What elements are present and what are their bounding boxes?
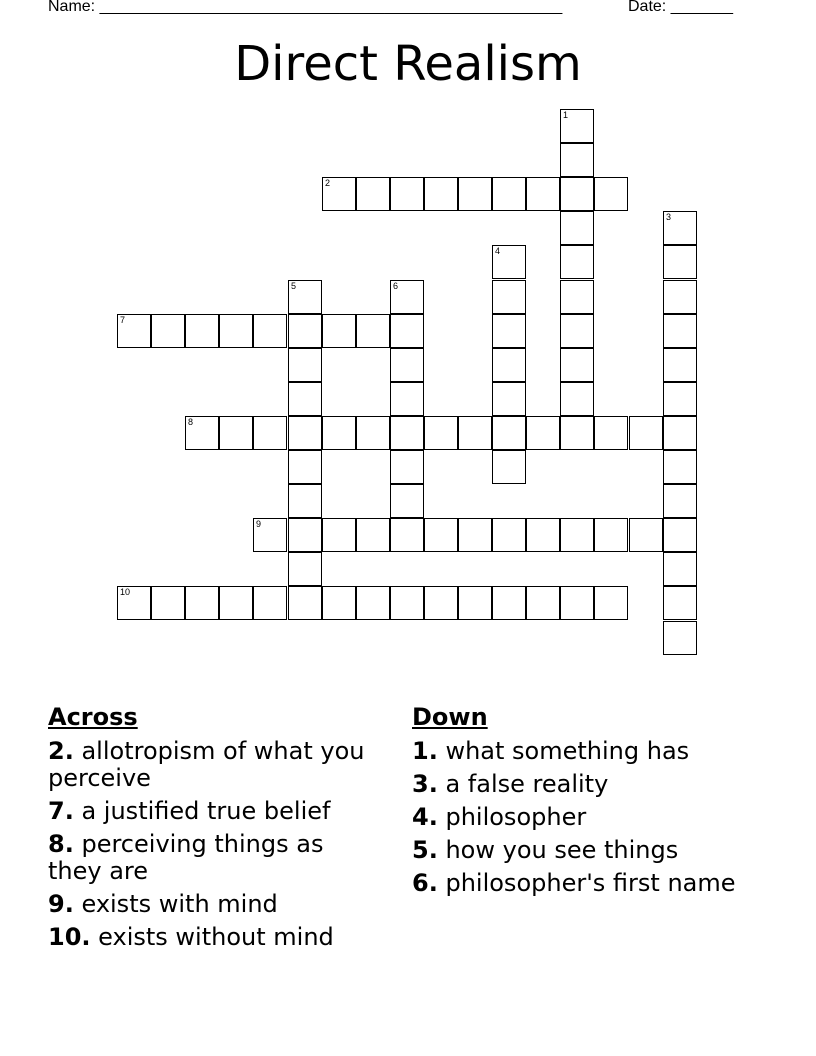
crossword-cell[interactable] [492, 416, 526, 450]
crossword-cell[interactable] [424, 416, 458, 450]
crossword-cell[interactable] [424, 177, 458, 211]
crossword-cell[interactable] [560, 143, 594, 177]
crossword-cell[interactable] [560, 518, 594, 552]
crossword-cell[interactable] [663, 484, 697, 518]
clue-number: 2. [48, 737, 74, 765]
crossword-cell[interactable] [185, 586, 219, 620]
crossword-cell[interactable] [560, 245, 594, 279]
across-clues [48, 702, 378, 957]
crossword-cell[interactable] [458, 177, 492, 211]
clue-number: 6. [412, 869, 438, 897]
crossword-cell[interactable] [390, 280, 424, 314]
crossword-cell[interactable] [185, 416, 219, 450]
crossword-cell[interactable] [253, 586, 287, 620]
crossword-cell[interactable] [288, 552, 322, 586]
crossword-cell[interactable] [663, 621, 697, 655]
crossword-cell[interactable] [356, 586, 390, 620]
name-field[interactable]: Name: ____________________________________________________ [48, 0, 563, 15]
clue-down [412, 738, 742, 765]
cell-number: 2 [325, 178, 331, 188]
page-title: Direct Realism [234, 36, 582, 92]
cell-number: 7 [120, 315, 126, 325]
crossword-cell[interactable] [322, 314, 356, 348]
crossword-cell[interactable] [594, 586, 628, 620]
crossword-cell[interactable] [458, 518, 492, 552]
crossword-cell[interactable] [219, 416, 253, 450]
crossword-cell[interactable] [526, 518, 560, 552]
clue-number: 9. [48, 890, 74, 918]
crossword-cell[interactable] [663, 552, 697, 586]
crossword-cell[interactable] [526, 586, 560, 620]
cell-number: 3 [666, 212, 672, 222]
crossword-cell[interactable] [424, 586, 458, 620]
cell-number: 9 [256, 519, 262, 529]
crossword-cell[interactable] [560, 416, 594, 450]
crossword-cell[interactable] [663, 450, 697, 484]
clue-down [412, 837, 742, 864]
crossword-cell[interactable] [492, 586, 526, 620]
crossword-cell[interactable] [356, 416, 390, 450]
crossword-cell[interactable] [322, 518, 356, 552]
crossword-cell[interactable] [288, 382, 322, 416]
clue-across [48, 891, 378, 918]
crossword-cell[interactable] [492, 348, 526, 382]
down-clues [412, 702, 742, 903]
crossword-cell[interactable] [151, 314, 185, 348]
crossword-cell[interactable] [390, 348, 424, 382]
crossword-cell[interactable] [288, 450, 322, 484]
crossword-cell[interactable] [424, 518, 458, 552]
crossword-cell[interactable] [219, 314, 253, 348]
crossword-cell[interactable] [663, 348, 697, 382]
crossword-cell[interactable] [663, 518, 697, 552]
crossword-cell[interactable] [594, 177, 628, 211]
crossword-cell[interactable] [288, 416, 322, 450]
crossword-cell[interactable] [663, 280, 697, 314]
clue-text: perceiving things as they are [48, 830, 324, 885]
across-heading: Across [48, 703, 138, 731]
crossword-cell[interactable] [356, 314, 390, 348]
cell-number: 8 [188, 417, 194, 427]
clue-number: 1. [412, 737, 438, 765]
clue-text: philosopher [445, 803, 587, 831]
crossword-cell[interactable] [390, 416, 424, 450]
crossword-cell[interactable] [322, 416, 356, 450]
clue-number: 5. [412, 836, 438, 864]
clue-text: exists with mind [81, 890, 278, 918]
crossword-cell[interactable] [560, 109, 594, 143]
crossword-cell[interactable] [390, 450, 424, 484]
crossword-cell[interactable] [356, 177, 390, 211]
crossword-cell[interactable] [526, 177, 560, 211]
cell-number: 4 [495, 246, 501, 256]
crossword-cell[interactable] [663, 245, 697, 279]
crossword-cell[interactable] [322, 586, 356, 620]
crossword-cell[interactable] [594, 518, 628, 552]
clue-across [48, 798, 378, 825]
crossword-cell[interactable] [288, 280, 322, 314]
crossword-cell[interactable] [288, 348, 322, 382]
clue-down [412, 771, 742, 798]
clue-number: 3. [412, 770, 438, 798]
crossword-cell[interactable] [390, 177, 424, 211]
down-heading: Down [412, 703, 488, 731]
crossword-cell[interactable] [560, 382, 594, 416]
crossword-cell[interactable] [492, 382, 526, 416]
clue-across [48, 738, 378, 792]
cell-number: 5 [291, 281, 297, 291]
crossword-cell[interactable] [185, 314, 219, 348]
crossword-cell[interactable] [390, 314, 424, 348]
clue-number: 7. [48, 797, 74, 825]
clue-down [412, 870, 742, 897]
crossword-cell[interactable] [560, 314, 594, 348]
crossword-cell[interactable] [253, 518, 287, 552]
crossword-cell[interactable] [117, 586, 151, 620]
crossword-cell[interactable] [663, 416, 697, 450]
crossword-cell[interactable] [458, 416, 492, 450]
clue-text: how you see things [445, 836, 679, 864]
cell-number: 1 [563, 110, 569, 120]
crossword-cell[interactable] [492, 280, 526, 314]
crossword-cell[interactable] [492, 245, 526, 279]
crossword-cell[interactable] [219, 586, 253, 620]
cell-number: 10 [120, 587, 131, 597]
clue-across [48, 924, 378, 951]
clue-number: 10. [48, 923, 91, 951]
clue-number: 4. [412, 803, 438, 831]
crossword-cell[interactable] [560, 177, 594, 211]
crossword-cell[interactable] [288, 314, 322, 348]
clue-text: allotropism of what you perceive [48, 737, 365, 792]
crossword-cell[interactable] [663, 586, 697, 620]
crossword-cell[interactable] [356, 518, 390, 552]
crossword-cell[interactable] [492, 314, 526, 348]
crossword-cell[interactable] [492, 450, 526, 484]
crossword-cell[interactable] [390, 586, 424, 620]
crossword-cell[interactable] [151, 586, 185, 620]
clue-text: a justified true belief [81, 797, 331, 825]
crossword-cell[interactable] [458, 586, 492, 620]
crossword-cell[interactable] [492, 177, 526, 211]
crossword-cell[interactable] [526, 416, 560, 450]
clue-across [48, 831, 378, 885]
crossword-cell[interactable] [560, 348, 594, 382]
crossword-cell[interactable] [390, 518, 424, 552]
crossword-cell[interactable] [322, 177, 356, 211]
crossword-cell[interactable] [117, 314, 151, 348]
crossword-cell[interactable] [629, 518, 663, 552]
clue-text: philosopher's first name [445, 869, 736, 897]
crossword-cell[interactable] [663, 382, 697, 416]
clue-text: exists without mind [98, 923, 334, 951]
date-field[interactable]: Date: _______ [628, 0, 733, 15]
clue-text: what something has [445, 737, 690, 765]
crossword-cell[interactable] [288, 518, 322, 552]
cell-number: 6 [393, 281, 399, 291]
crossword-cell[interactable] [288, 586, 322, 620]
crossword-cell[interactable] [594, 416, 628, 450]
crossword-cell[interactable] [253, 314, 287, 348]
crossword-cell[interactable] [288, 484, 322, 518]
crossword-cell[interactable] [663, 314, 697, 348]
clue-number: 8. [48, 830, 74, 858]
crossword-cell[interactable] [560, 586, 594, 620]
crossword-cell[interactable] [390, 382, 424, 416]
crossword-cell[interactable] [560, 280, 594, 314]
crossword-cell[interactable] [663, 211, 697, 245]
clue-down [412, 804, 742, 831]
crossword-cell[interactable] [560, 211, 594, 245]
crossword-cell[interactable] [629, 416, 663, 450]
crossword-cell[interactable] [253, 416, 287, 450]
crossword-cell[interactable] [390, 484, 424, 518]
clue-text: a false reality [445, 770, 609, 798]
crossword-cell[interactable] [492, 518, 526, 552]
